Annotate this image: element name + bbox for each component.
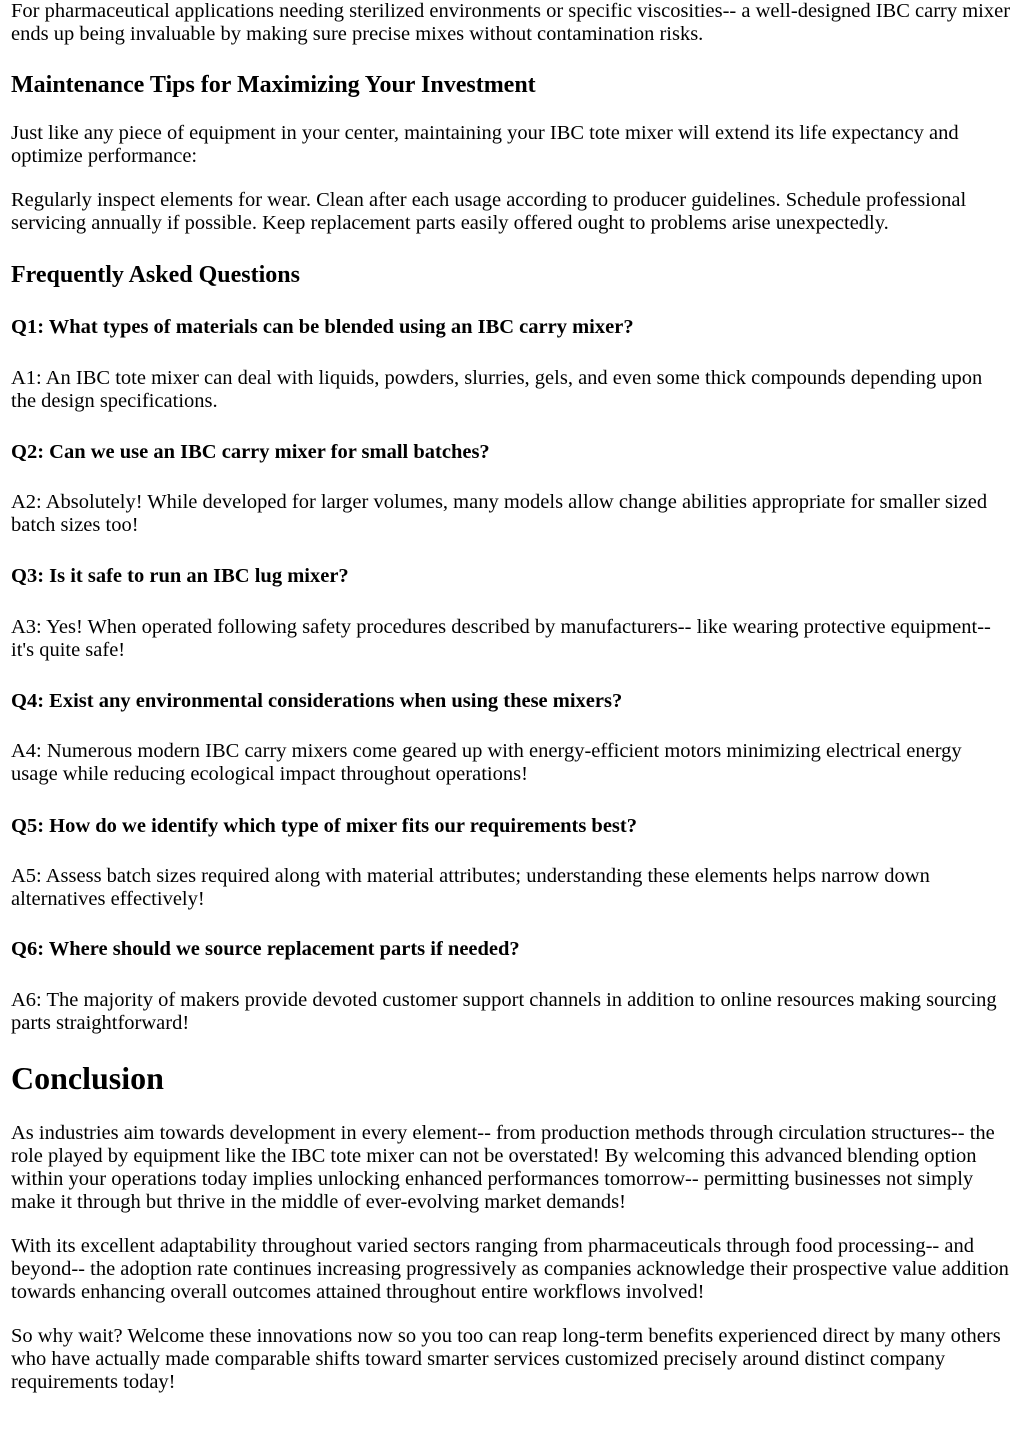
maintenance-paragraph-2: Regularly inspect elements for wear. Clean after each usage according to producer guidelines. Schedule professional servicing annually if possible. Keep replacement parts easily offered ought to problems arise unexpectedly. bbox=[11, 189, 967, 234]
faq-question-2: Q2: Can we use an IBC carry mixer for small batches? bbox=[11, 441, 490, 463]
faq-question-1: Q1: What types of materials can be blended using an IBC carry mixer? bbox=[11, 316, 634, 338]
conclusion-paragraph-3: So why wait? Welcome these innovations now so you too can reap long-term benefits experienced direct by many others who have actually made comparable shifts toward smarter services customized precisely around distinct company requirements today! bbox=[11, 1325, 1001, 1393]
faq-answer-4: A4: Numerous modern IBC carry mixers come geared up with energy-efficient motors minimizing electrical energy usage while reducing ecological impact throughout operations! bbox=[11, 740, 962, 785]
faq-answer-1: A1: An IBC tote mixer can deal with liquids, powders, slurries, gels, and even some thick compounds depending upon the design specifications. bbox=[11, 367, 983, 412]
faq-answer-5: A5: Assess batch sizes required along with material attributes; understanding these elements helps narrow down alternatives effectively! bbox=[11, 865, 930, 910]
conclusion-heading: Conclusion bbox=[11, 1060, 164, 1096]
intro-paragraph: For pharmaceutical applications needing sterilized environments or specific viscosities-- a well-designed IBC carry mixer ends up being invaluable by making sure precise mixes without contamination risks. bbox=[11, 0, 1011, 45]
maintenance-paragraph-1: Just like any piece of equipment in your center, maintaining your IBC tote mixer will extend its life expectancy and optimize performance: bbox=[11, 122, 959, 167]
faq-question-5: Q5: How do we identify which type of mixer fits our requirements best? bbox=[11, 815, 637, 837]
maintenance-heading: Maintenance Tips for Maximizing Your Investment bbox=[11, 72, 536, 98]
conclusion-paragraph-2: With its excellent adaptability throughout varied sectors ranging from pharmaceuticals through food processing-- and beyond-- the adoption rate continues increasing progressively as companies acknowledge their prospective value addition towards enhancing overall outcomes attained throughout entire workflows involved! bbox=[11, 1235, 1009, 1303]
conclusion-paragraph-1: As industries aim towards development in every element-- from production methods through circulation structures-- the role played by equipment like the IBC tote mixer can not be overstated! By welcoming this advanced blending option within your operations today implies unlocking enhanced performances tomorrow-- permitting businesses not simply make it through but thrive in the middle of ever-evolving market demands! bbox=[11, 1122, 995, 1213]
faq-question-6: Q6: Where should we source replacement parts if needed? bbox=[11, 938, 520, 960]
faq-question-3: Q3: Is it safe to run an IBC lug mixer? bbox=[11, 565, 349, 587]
faq-answer-3: A3: Yes! When operated following safety procedures described by manufacturers-- like wearing protective equipment-- it's quite safe! bbox=[11, 616, 991, 661]
faq-answer-2: A2: Absolutely! While developed for larger volumes, many models allow change abilities appropriate for smaller sized batch sizes too! bbox=[11, 491, 988, 536]
faq-heading: Frequently Asked Questions bbox=[11, 262, 300, 288]
faq-question-4: Q4: Exist any environmental considerations when using these mixers? bbox=[11, 690, 623, 712]
faq-answer-6: A6: The majority of makers provide devoted customer support channels in addition to online resources making sourcing parts straightforward! bbox=[11, 989, 997, 1034]
